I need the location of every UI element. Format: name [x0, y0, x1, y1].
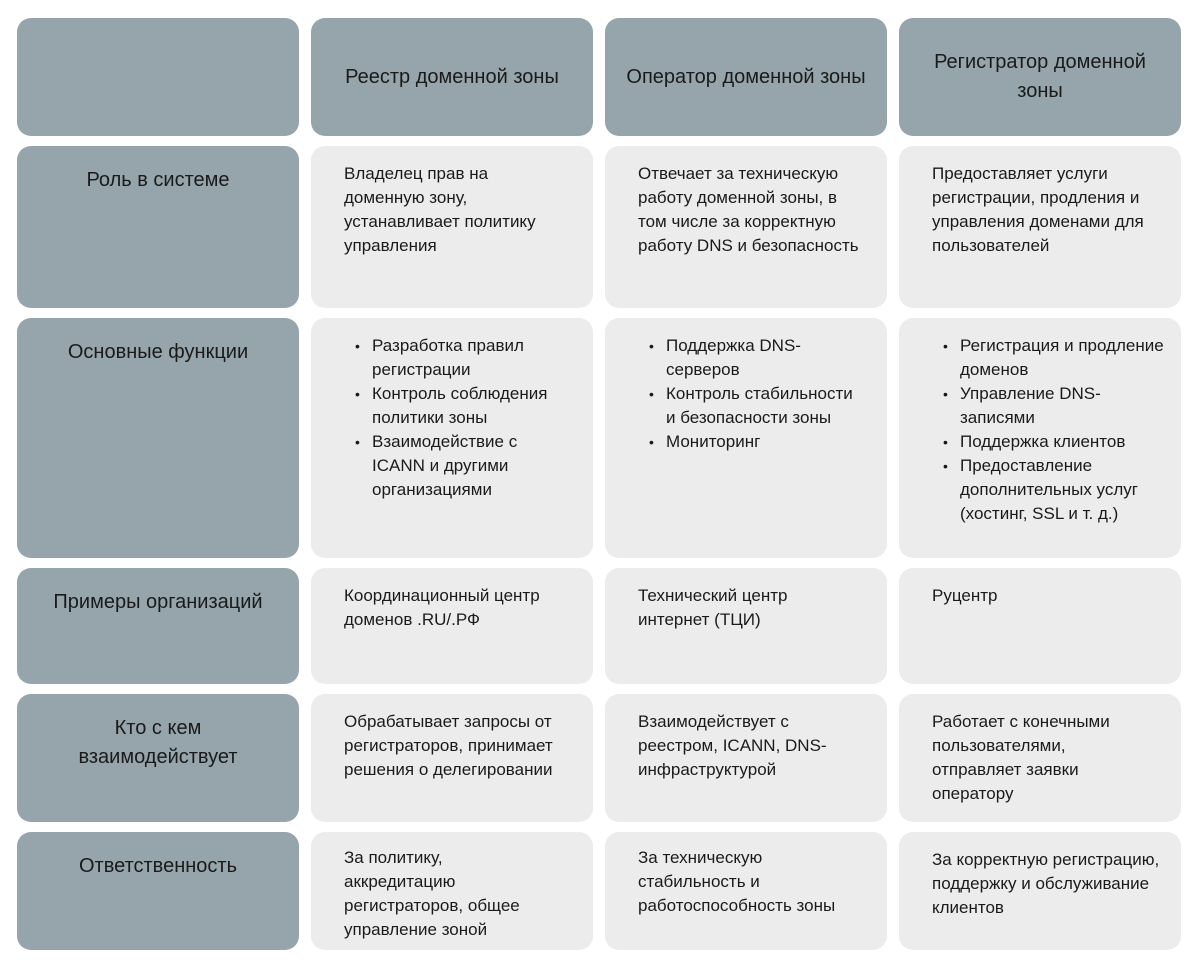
list-item: • Поддержка клиентов [960, 430, 1165, 454]
table-cell [605, 568, 887, 684]
column-header-label: Реестр доменной зоны [345, 65, 559, 88]
list-item: • Контроль стабильности и безопасности зоны [666, 382, 866, 430]
cell-text: Координационный центр доменов .RU/.РФ [344, 586, 540, 629]
table-cell [899, 146, 1181, 308]
table-cell [311, 568, 593, 684]
list-item: • Разработка правил регистрации [372, 334, 572, 382]
cell-text: Работает с конечными пользователями, отправляет заявки оператору [932, 712, 1110, 803]
bullet-list [932, 334, 1165, 526]
table-cell [605, 832, 887, 950]
list-item: • Поддержка DNS-серверов [666, 334, 866, 382]
column-header-label: Регистратор доменной зоны [934, 51, 1146, 102]
row-label-text: Основные функции [67, 341, 249, 363]
table-cell [311, 832, 593, 950]
table-cell [311, 318, 593, 558]
list-item: • Контроль соблюдения политики зоны [372, 382, 572, 430]
cell-text: Взаимодействует с реестром, ICANN, DNS-инфраструктурой [638, 712, 827, 779]
list-item: • Мониторинг [666, 430, 866, 454]
table-cell [605, 694, 887, 822]
row-label-role [17, 146, 299, 308]
list-item: • Взаимодействие с ICANN и другими организациями [372, 430, 572, 502]
cell-text: Владелец прав на доменную зону, устанавливает политику управления [344, 164, 536, 255]
bullet-list [638, 334, 866, 454]
cell-text: За политику, аккредитацию регистраторов, общее управление зоной [344, 848, 520, 939]
column-header-operator [605, 18, 887, 136]
column-header-registrar [899, 18, 1181, 136]
list-item: • Управление DNS-записями [960, 382, 1165, 430]
row-label-text: Роль в системе [86, 169, 230, 191]
table-cell [605, 318, 887, 558]
cell-text: Отвечает за техническую работу доменной зоны, в том числе за корректную работу DNS и безопасность [638, 164, 859, 255]
cell-text: Предоставляет услуги регистрации, продления и управления доменами для пользователей [932, 164, 1144, 255]
cell-text: За техническую стабильность и работоспособность зоны [638, 848, 836, 915]
row-label-text: Кто с кем взаимодействует [78, 717, 238, 768]
column-header-registry [311, 18, 593, 136]
row-label-text: Примеры организаций [53, 591, 263, 613]
row-label-examples [17, 568, 299, 684]
row-label-functions [17, 318, 299, 558]
table-cell [311, 694, 593, 822]
cell-text: Обрабатывает запросы от регистраторов, принимает решения о делегировании [344, 712, 553, 779]
table-cell [311, 146, 593, 308]
row-label-interactions [17, 694, 299, 822]
cell-text: Руцентр [932, 586, 998, 605]
table-cell [899, 832, 1181, 950]
list-item: • Предоставление дополнительных услуг (хостинг, SSL и т. д.) [960, 454, 1165, 526]
list-item: • Регистрация и продление доменов [960, 334, 1165, 382]
cell-text: Технический центр интернет (ТЦИ) [638, 586, 788, 629]
table-cell [899, 694, 1181, 822]
table-cell [899, 318, 1181, 558]
cell-text: За корректную регистрацию, поддержку и обслуживание клиентов [932, 850, 1160, 917]
column-header-label: Оператор доменной зоны [626, 65, 866, 88]
bullet-list [344, 334, 572, 502]
row-label-text: Ответственность [79, 855, 237, 877]
table-cell [605, 146, 887, 308]
table-cell [899, 568, 1181, 684]
row-label-responsibility [17, 832, 299, 950]
corner-cell [17, 18, 299, 136]
